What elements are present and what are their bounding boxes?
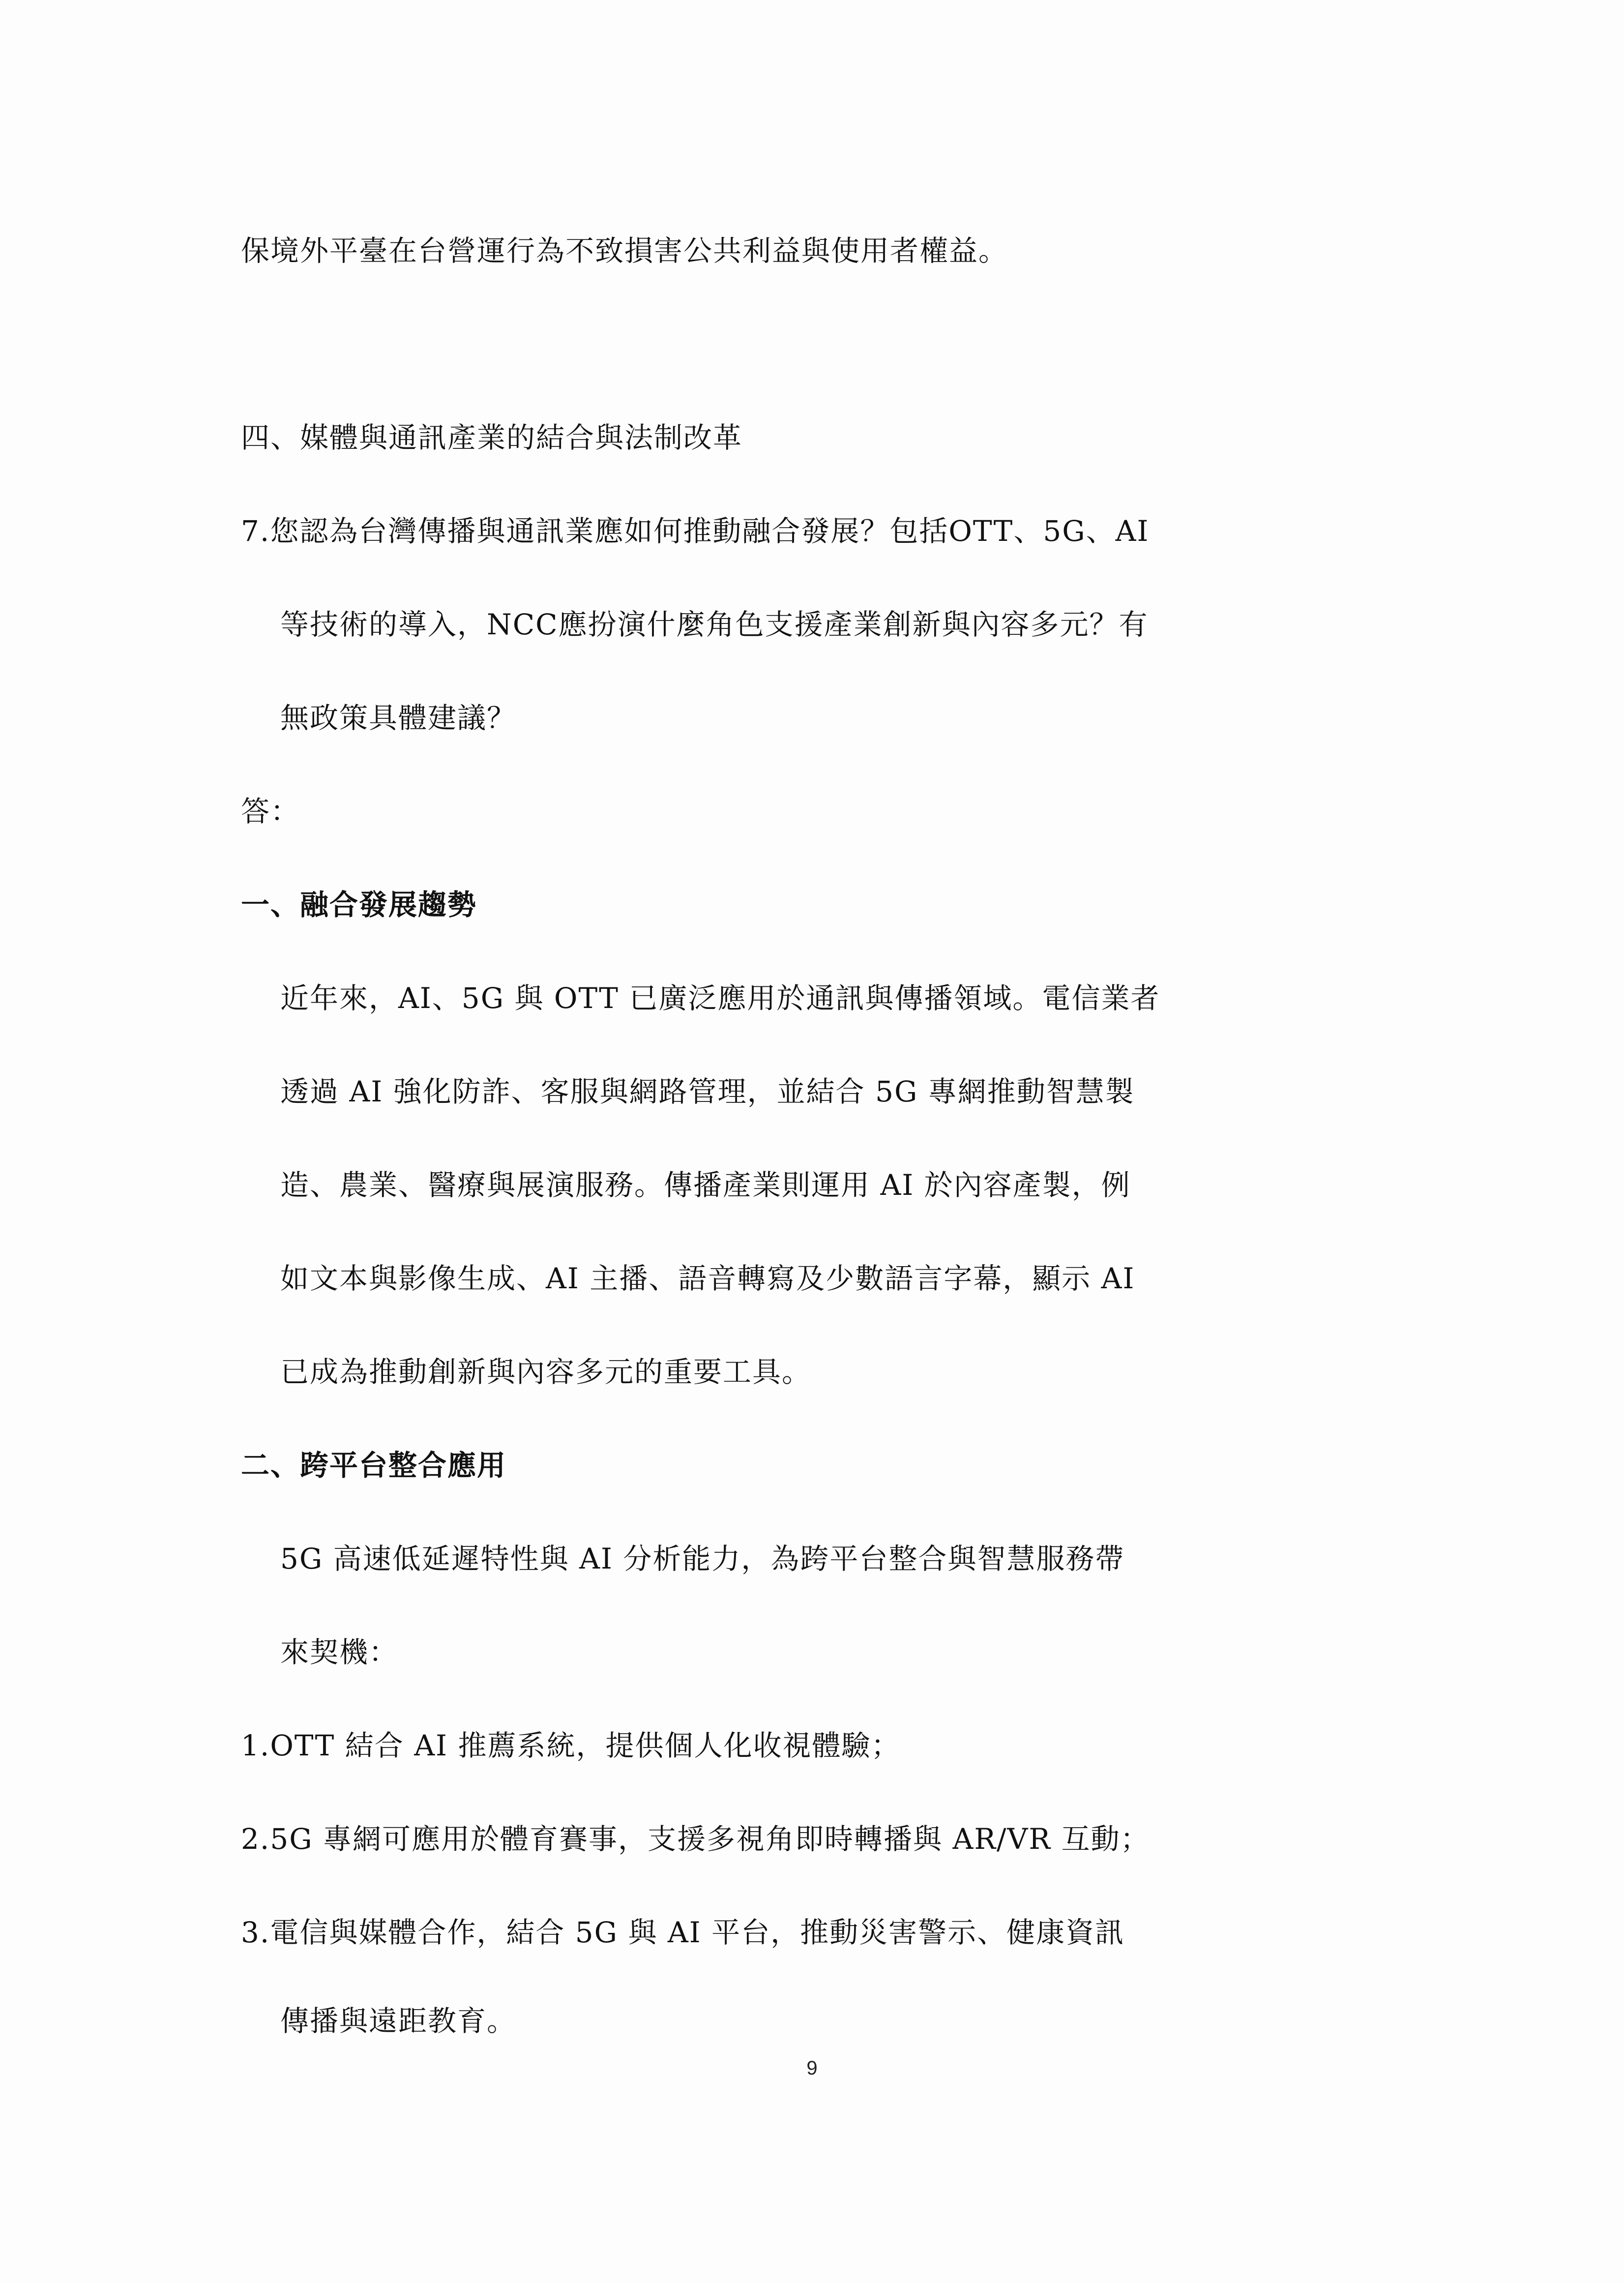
paragraph-line: 近年來，AI、5G 與 OTT 已廣泛應用於通訊與傳播領域。電信業者: [280, 981, 1160, 1015]
list-item: 傳播與遠距教育。: [280, 2004, 517, 2038]
list-item: 2.5G 專網可應用於體育賽事，支援多視角即時轉播與 AR/VR 互動；: [241, 1822, 1150, 1856]
section-heading: 四、媒體與通訊產業的結合與法制改革: [241, 421, 743, 454]
subsection-heading: 一、融合發展趨勢: [241, 888, 477, 921]
paragraph-line: 保境外平臺在台營運行為不致損害公共利益與使用者權益。: [241, 234, 1008, 267]
list-item: 3.電信與媒體合作，結合 5G 與 AI 平台，推動災害警示、健康資訊: [241, 1916, 1125, 1949]
paragraph-line: 透過 AI 強化防詐、客服與網路管理，並結合 5G 專網推動智慧製: [280, 1075, 1135, 1108]
paragraph-line: 如文本與影像生成、AI 主播、語音轉寫及少數語言字幕，顯示 AI: [280, 1262, 1135, 1295]
answer-label: 答：: [241, 795, 300, 828]
question-line: 7.您認為台灣傳播與通訊業應如何推動融合發展？包括OTT、5G、AI: [241, 514, 1150, 548]
page-number: 9: [806, 2057, 818, 2079]
paragraph-line: 5G 高速低延遲特性與 AI 分析能力，為跨平台整合與智慧服務帶: [280, 1542, 1125, 1575]
question-line: 無政策具體建議？: [280, 701, 517, 735]
paragraph-line: 造、農業、醫療與展演服務。傳播產業則運用 AI 於內容產製，例: [280, 1168, 1131, 1202]
list-item: 1.OTT 結合 AI 推薦系統，提供個人化收視體驗；: [241, 1729, 901, 1762]
paragraph-line: 已成為推動創新與內容多元的重要工具。: [280, 1355, 812, 1389]
paragraph-line: 來契機：: [280, 1635, 399, 1669]
question-line: 等技術的導入，NCC應扮演什麼角色支援產業創新與內容多元？有: [280, 608, 1149, 641]
subsection-heading: 二、跨平台整合應用: [241, 1449, 507, 1482]
